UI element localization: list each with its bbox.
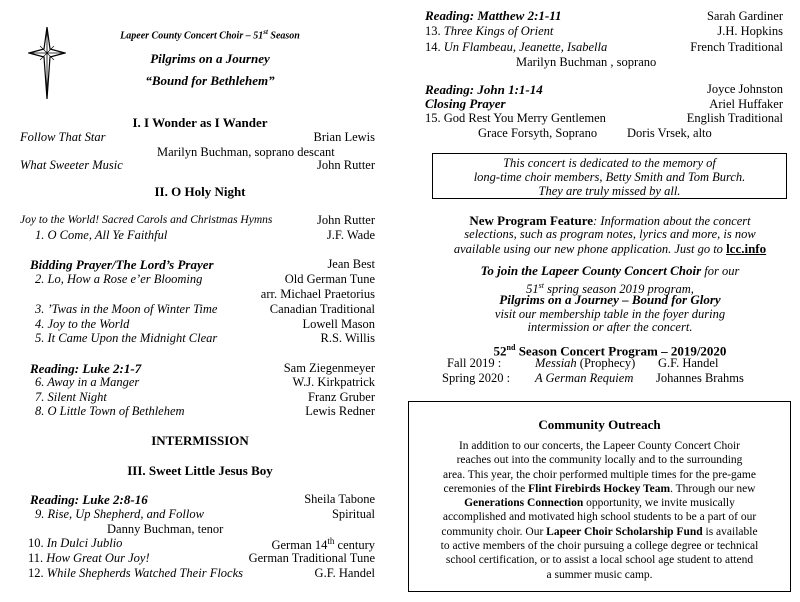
closing-prayer-credit: Ariel Huffaker [709, 97, 783, 111]
reading-luke-2-8: Reading: Luke 2:8-16 [30, 492, 148, 507]
outreach-line-6: accomplished and motivated high school students to be a part of our [442, 511, 757, 524]
program-item-3: 3. ’Twas in the Moon of Winter Time [35, 302, 218, 316]
section-3-heading: III. Sweet Little Jesus Boy [127, 463, 273, 478]
bidding-prayer-credit: Jean Best [327, 257, 375, 271]
program-item-13-credit: J.H. Hopkins [717, 24, 783, 38]
program-item-7-credit: Franz Gruber [308, 390, 375, 404]
follow-that-star-credit: Brian Lewis [313, 130, 375, 144]
what-sweeter-music-title: What Sweeter Music [20, 158, 123, 172]
program-item-4-credit: Lowell Mason [302, 317, 375, 331]
spring-composer: Johannes Brahms [656, 371, 744, 385]
feature-line-1: New Program Feature: Information about the concert [469, 213, 751, 228]
reading-john-credit: Joyce Johnston [706, 82, 783, 96]
program-item-4: 4. Joy to the World [35, 317, 130, 331]
program-item-5: 5. It Came Upon the Midnight Clear [35, 331, 218, 345]
follow-that-star-soloist: Marilyn Buchman, soprano descant [157, 145, 335, 159]
program-item-6-credit: W.J. Kirkpatrick [292, 375, 375, 389]
outreach-line-9: school certification, or to assist a local school age student to attend [445, 554, 754, 567]
program-item-15-soloist-1: Grace Forsyth, Soprano [478, 126, 598, 140]
program-subtitle: “Bound for Bethlehem” [145, 73, 275, 88]
program-item-9: 9. Rise, Up Shepherd, and Follow [35, 507, 204, 521]
join-line-1: To join the Lapeer County Concert Choir for our [480, 263, 740, 278]
program-item-15-credit: English Traditional [686, 111, 783, 125]
program-item-10: 10. In Dulci Jublio [28, 536, 123, 550]
program-item-9-soloist: Danny Buchman, tenor [107, 522, 224, 536]
bidding-prayer: Bidding Prayer/The Lord’s Prayer [30, 257, 214, 272]
dedication-line-1: This concert is dedicated to the memory of [503, 156, 716, 170]
join-line-5: intermission or after the concert. [527, 320, 693, 334]
intermission-heading: INTERMISSION [151, 433, 249, 448]
program-item-2: 2. Lo, How a Rose e’er Blooming [35, 272, 203, 286]
reading-luke-2-1-credit: Sam Ziegenmeyer [283, 361, 375, 375]
program-item-8: 8. O Little Town of Bethlehem [35, 404, 185, 418]
join-line-3: Pilgrims on a Journey – Bound for Glory [499, 292, 721, 307]
section-1-heading: I. I Wonder as I Wander [132, 115, 268, 130]
community-outreach-text [408, 439, 791, 582]
outreach-line-3: area. This year, the choir performed multiple times for the pre-game [443, 468, 756, 481]
what-sweeter-music-credit: John Rutter [317, 158, 375, 172]
outreach-line-5: Generations Connection opportunity, we invite musically [464, 497, 735, 510]
reading-luke-2-8-credit: Sheila Tabone [304, 492, 375, 506]
season-header: Lapeer County Concert Choir – 51st Season [120, 28, 300, 42]
program-item-11: 11. How Great Our Joy! [28, 551, 150, 565]
join-line-4: visit our membership table in the foyer during [494, 307, 726, 321]
program-item-13: 13. Three Kings of Orient [425, 24, 554, 38]
outreach-line-2: reaches out into the community locally and to the surrounding [456, 454, 743, 467]
program-item-12-credit: G.F. Handel [314, 566, 375, 580]
reading-luke-2-1: Reading: Luke 2:1-7 [30, 361, 142, 376]
outreach-line-8: to active members of the choir pursuing a college degree or technical [440, 540, 759, 553]
follow-that-star-title: Follow That Star [20, 130, 106, 144]
program-item-7: 7. Silent Night [35, 390, 107, 404]
program-item-10-credit: German 14th century [271, 536, 375, 553]
spring-label: Spring 2020 : [442, 371, 511, 385]
reading-john: Reading: John 1:1-14 [425, 82, 543, 97]
program-item-14: 14. Un Flambeau, Jeanette, Isabella [425, 40, 608, 54]
program-item-2-arranger: arr. Michael Praetorius [260, 287, 375, 301]
feature-line-2: selections, such as program notes, lyrics and more, is now [464, 227, 756, 241]
section-2-heading: II. O Holy Night [154, 184, 246, 199]
program-item-14-credit: French Traditional [690, 40, 783, 54]
outreach-line-7: community choir. Our Lapeer Choir Scholarship Fund is available [441, 525, 758, 538]
dedication-line-2: long-time choir members, Betty Smith and Tom Burch. [473, 170, 746, 184]
program-item-9-credit: Spiritual [331, 507, 375, 521]
program-item-12: 12. While Shepherds Watched Their Flocks [28, 566, 244, 580]
reading-matthew: Reading: Matthew 2:1-11 [425, 8, 562, 23]
closing-prayer: Closing Prayer [425, 96, 506, 111]
program-item-15-soloist-2: Doris Vrsek, alto [627, 126, 712, 140]
outreach-line-1: In addition to our concerts, the Lapeer County Concert Choir [458, 440, 741, 452]
community-outreach-heading: Community Outreach [538, 417, 661, 432]
reading-matthew-credit: Sarah Gardiner [706, 9, 783, 23]
outreach-line-10: a summer music camp. [546, 568, 653, 581]
program-item-14-soloist: Marilyn Buchman , soprano [516, 55, 657, 69]
program-item-1-credit: J.F. Wade [326, 228, 375, 242]
collection-title: Joy to the World! Sacred Carols and Christmas Hymns [20, 214, 273, 226]
program-item-8-credit: Lewis Redner [305, 404, 375, 418]
program-item-6: 6. Away in a Manger [35, 375, 140, 389]
program-item-1: 1. O Come, All Ye Faithful [35, 228, 168, 242]
program-title: Pilgrims on a Journey [150, 51, 270, 66]
fall-label: Fall 2019 : [447, 356, 502, 370]
spring-work: A German Requiem [535, 371, 634, 385]
season-program-title: 52nd Season Concert Program – 2019/2020 [493, 343, 727, 359]
program-item-5-credit: R.S. Willis [320, 331, 375, 345]
join-line-2: 51st spring season 2019 program, [526, 281, 694, 297]
program-item-2-credit: Old German Tune [284, 272, 375, 286]
collection-credit: John Rutter [317, 213, 375, 227]
lcc-info-link[interactable]: lcc.info [726, 241, 767, 256]
program-item-11-credit: German Traditional Tune [248, 551, 375, 565]
fall-work: Messiah (Prophecy) [535, 356, 636, 370]
outreach-line-4: ceremonies of the Flint Firebirds Hockey Team. Through our new [443, 482, 756, 495]
dedication-line-3: They are truly missed by all. [538, 184, 681, 198]
program-item-15: 15. God Rest You Merry Gentlemen [425, 111, 606, 125]
feature-line-3: available using our new phone application. Just go to lcc.info [453, 241, 767, 256]
fall-composer: G.F. Handel [658, 356, 719, 370]
program-item-3-credit: Canadian Traditional [269, 302, 375, 316]
